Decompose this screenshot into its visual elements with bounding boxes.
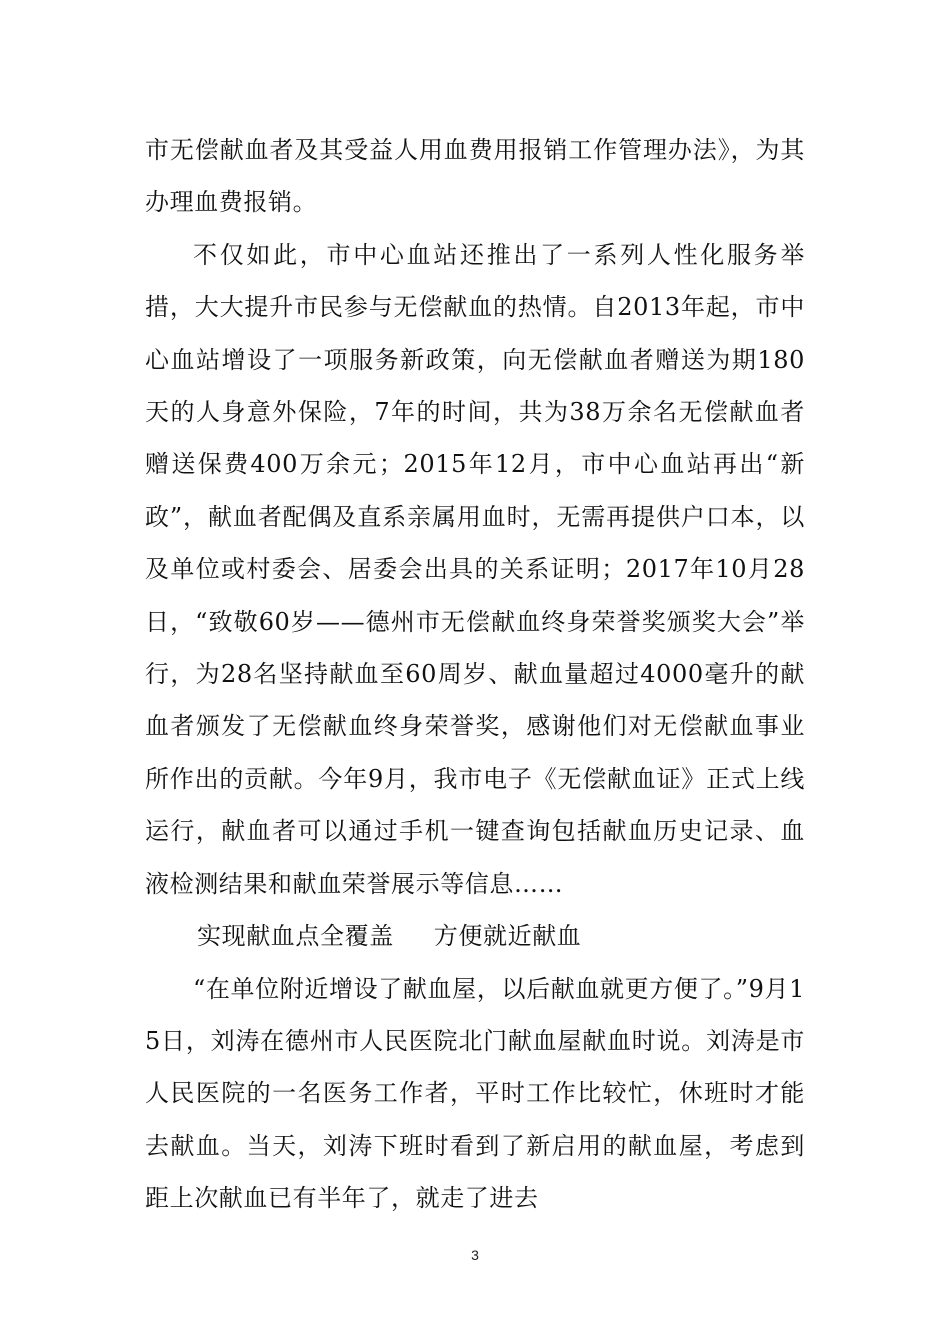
- paragraph-1: 市无偿献血者及其受益人用血费用报销工作管理办法》，为其办理血费报销。: [145, 136, 805, 217]
- page-number: 3: [471, 1247, 479, 1263]
- document-body: [145, 124, 805, 1225]
- subheading-part-1: 实现献血点全覆盖: [197, 922, 394, 951]
- paragraph-2: 不仅如此，市中心血站还推出了一系列人性化服务举措，大大提升市民参与无偿献血的热情。自2013年起，市中心血站增设了一项服务新政策，向无偿献血者赠送为期180天的人身意外保险，7年的时间，共为38万余名无偿献血者赠送保费400万余元；2015年12月，市中心血站再出“新政”，献血者配偶及直系亲属用血时，无需再提供户口本，以及单位或村委会、居委会出具的关系证明；2017年10月28日，“致敬60岁——德州市无偿献血终身荣誉奖颁奖大会”举行，为28名坚持献血至60周岁、献血量超过4000毫升的献血者颁发了无偿献血终身荣誉奖，感谢他们对无偿献血事业所作出的贡献。今年9月，我市电子《无偿献血证》正式上线运行，献血者可以通过手机一键查询包括献血历史记录、血液检测结果和献血荣誉展示等信息……: [145, 240, 805, 898]
- paragraph-3: “在单位附近增设了献血屋，以后献血就更方便了。”9月15日，刘涛在德州市人民医院北门献血屋献血时说。刘涛是市人民医院的一名医务工作者，平时工作比较忙，休班时才能去献血。当天，刘涛下班时看到了新启用的献血屋，考虑到距上次献血已有半年了，就走了进去: [145, 974, 805, 1213]
- section-subheading: [145, 910, 805, 962]
- subheading-part-2: 方便就近献血: [433, 922, 582, 951]
